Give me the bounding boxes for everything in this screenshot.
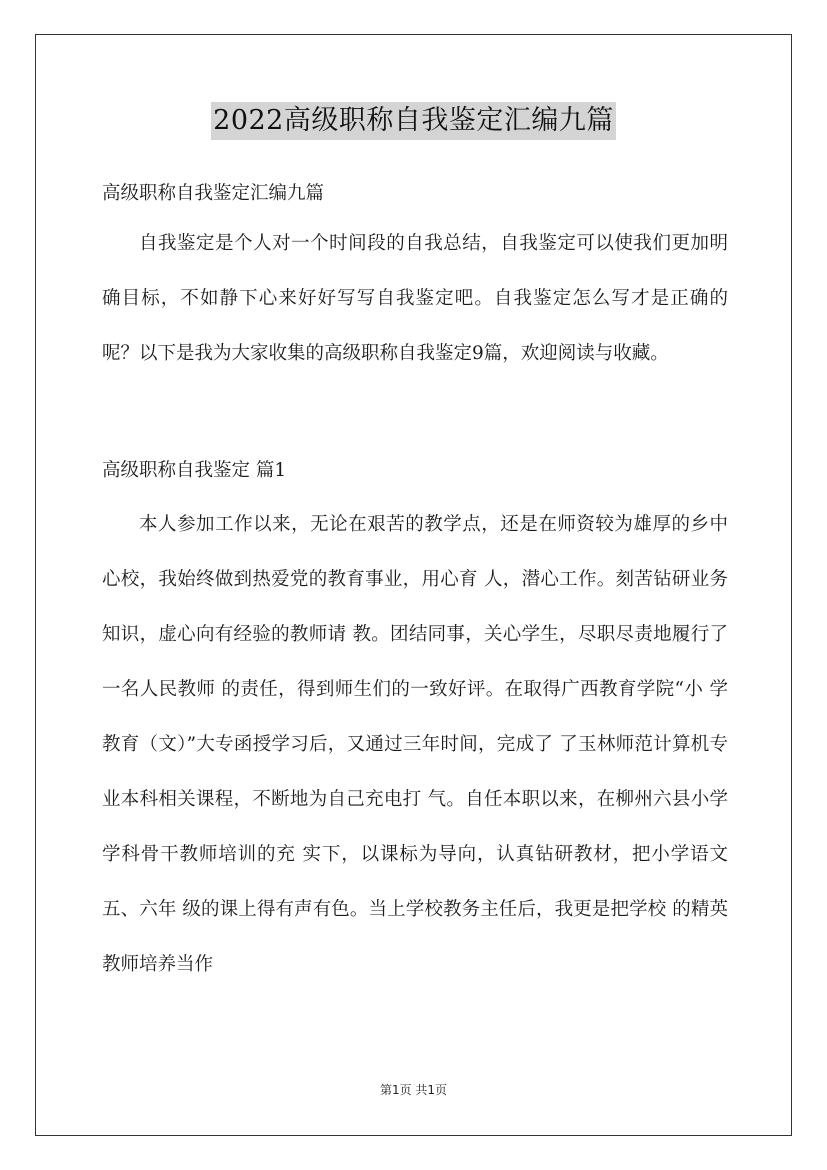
section-paragraph: 本人参加工作以来，无论在艰苦的教学点，还是在师资较为雄厚的乡中心校，我始终做到热爱党的教育事业，用心育 人，潜心工作。刻苦钻研业务知识，虚心向有经验的教师请 教。团结同事，关心学生，尽职尽责地履行了一名人民教师 的责任，得到师生们的一致好评。在取得广西教育学院“小 学教育（文）”大专函授学习后，又通过三年时间，完成了 了玉林师范计算机专业本科相关课程，不断地为自己充电打 气。自任本职以来，在柳州六县小学学科骨干教师培训的充 实下，以课标为导向，认真钻研教材，把小学语文五、六年 级的课上得有声有色。当上学校教务主任后，我更是把学校 的精英教师培养当作	[102, 514, 728, 975]
document-subtitle: 高级职称自我鉴定汇编九篇	[102, 183, 325, 204]
section-spacer	[102, 381, 728, 449]
intro-paragraph: 自我鉴定是个人对一个时间段的自我总结，自我鉴定可以使我们更加明确目标，不如静下心来好好写写自我鉴定吧。自我鉴定怎么写才是正确的呢？以下是我为大家收集的高级职称自我鉴定9篇，欢迎阅读与收藏。	[102, 233, 728, 364]
page-footer: 第1页 共1页	[379, 1083, 448, 1097]
section-heading: 高级职称自我鉴定 篇1	[102, 460, 287, 481]
document-body	[102, 172, 728, 992]
title-container	[0, 102, 827, 140]
document-title: 2022高级职称自我鉴定汇编九篇	[211, 102, 616, 140]
